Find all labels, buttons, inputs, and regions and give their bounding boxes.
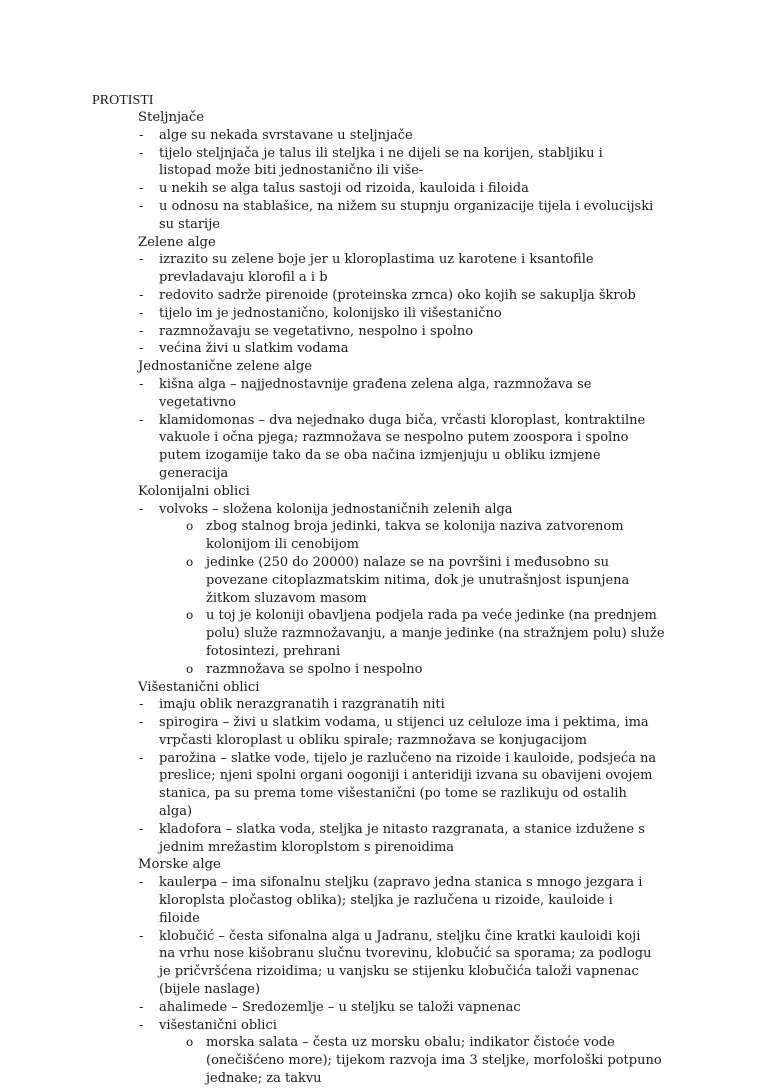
bullet-dash: - — [139, 501, 144, 517]
sub-list-item-text: jedinke (250 do 20000) nalaze se na površini i međusobno su povezane citoplazmatskim nitima, dok je unutrašnjost ispunjena žitkom sluzavom masom — [206, 554, 630, 606]
sub-list-item-text: razmnožava se spolno i nespolno — [206, 661, 423, 677]
list-item — [0, 251, 657, 287]
list-item — [0, 323, 657, 341]
list-item — [0, 412, 657, 483]
section-heading: Višestanični oblici — [138, 679, 260, 695]
document-title: PROTISTI — [92, 93, 154, 108]
list-item — [0, 127, 657, 145]
list-item — [0, 750, 657, 821]
list-item-text: u odnosu na stablašice, na nižem su stupnju organizacije tijela i evolucijski su starije — [159, 198, 654, 232]
list-item-text: klamidomonas – dva nejednako duga biča, vrčasti kloroplast, kontraktilne vakuole i očna pjega; razmnožava se nespolno putem zoospora i spolno putem izogamije tako da se oba načina izmjenjuju u obliku izmjene generacija — [159, 412, 646, 481]
sub-list-item — [0, 661, 672, 679]
sub-list-item-text: u toj je koloniji obavljena podjela rada pa veće jedinke (na prednjem polu) služe razmnožavanju, a manje jedinke (na stražnjem polu) služe fotosintezi, prehrani — [206, 608, 665, 659]
bullet-dash: - — [139, 376, 144, 392]
sub-list-item — [0, 518, 672, 554]
list-item-text: parožina – slatke vode, tijelo je razlučeno na rizoide i kauloide, podsjeća na preslice; njeni spolni organi oogoniji i anteridiji izvana su obavijeni ovojem stanica, pa su prema tome višestanični (po tome se razlikuju od ostalih alga) — [159, 750, 657, 820]
list-item-text: kišna alga – najjednostavnije građena zelena alga, razmnožava se vegetativno — [159, 376, 592, 410]
bullet-dash: - — [139, 198, 144, 214]
bullet-dash: - — [139, 145, 144, 161]
list-item-text: ahalimede – Sredozemlje – u steljku se taloži vapnenac — [159, 999, 521, 1015]
sub-bullet: o — [186, 661, 194, 676]
section-heading: Jednostanične zelene alge — [138, 359, 313, 375]
list-item-text: većina živi u slatkim vodama — [159, 341, 349, 357]
document-body — [0, 109, 768, 1088]
list-item — [0, 340, 657, 358]
bullet-dash: - — [139, 875, 144, 891]
list-item-text: kladofora – slatka voda, steljka je nitasto razgranata, a stanice izdužene s jednim mrežastim kloroplstom s pirenoidima — [159, 821, 645, 855]
list-item — [0, 821, 657, 857]
bullet-dash: - — [139, 928, 144, 944]
list-item-text: tijelo steljnjača je talus ili steljka i ne dijeli se na korijen, stabljiku i listopad može biti jednostanično ili više- — [159, 145, 603, 179]
section-heading: Kolonijalni oblici — [138, 483, 250, 499]
list-item-text: kaulerpa – ima sifonalnu steljku (zapravo jedna stanica s mnogo jezgara i kloroplsta pločastog oblika); steljka je razlučena u rizoide, kauloide i filoide — [159, 875, 643, 926]
section-heading: Steljnjače — [138, 110, 205, 125]
section-heading: Morske alge — [138, 857, 221, 873]
sub-list-item — [0, 607, 672, 660]
section-heading: Zelene alge — [138, 234, 216, 250]
sub-list-item-text: zbog stalnog broja jedinki, takva se kolonija naziva zatvorenom kolonijom ili cenobijom — [206, 519, 624, 553]
bullet-dash: - — [139, 341, 144, 357]
list-item — [0, 1017, 657, 1035]
bullet-dash: - — [139, 412, 144, 428]
list-item-text: tijelo im je jednostanično, kolonijsko ili višestanično — [159, 305, 502, 321]
list-item — [0, 928, 657, 999]
list-item — [0, 999, 657, 1017]
bullet-dash: - — [139, 999, 144, 1015]
list-item-text: alge su nekada svrstavane u steljnjače — [159, 127, 413, 143]
sub-bullet: o — [186, 519, 194, 534]
list-item — [0, 305, 657, 323]
bullet-dash: - — [139, 287, 144, 303]
bullet-dash: - — [139, 323, 144, 339]
list-item — [0, 714, 657, 750]
sub-bullet: o — [186, 554, 194, 569]
list-item — [0, 145, 657, 181]
sub-bullet: o — [186, 608, 194, 623]
bullet-dash: - — [139, 1017, 144, 1033]
bullet-dash: - — [139, 821, 144, 837]
bullet-dash: - — [139, 252, 144, 268]
bullet-dash: - — [139, 305, 144, 321]
list-item-text: redovito sadrže pirenoide (proteinska zrnca) oko kojih se sakuplja škrob — [159, 287, 636, 303]
sub-list-item — [0, 1034, 672, 1087]
list-item — [0, 874, 657, 927]
list-item-text: višestanični oblici — [159, 1017, 277, 1033]
sub-list-item-text: morska salata – česta uz morsku obalu; indikator čistoće vode (onečišćeno more); tijekom razvoja ima 3 steljke, morfološki potpuno jednake; za takvu — [206, 1035, 662, 1087]
bullet-dash: - — [139, 127, 144, 143]
list-item-text: razmnožavaju se vegetativno, nespolno i spolno — [159, 323, 474, 339]
list-item — [0, 198, 657, 234]
list-item-text: volvoks – složena kolonija jednostaničnih zelenih alga — [159, 501, 513, 517]
list-item-text: klobučić – česta sifonalna alga u Jadranu, steljku čine kratki kauloidi koji na vrhu nose kišobranu slučnu tvorevinu, klobučić sa sporama; za podlogu je pričvršćena rizoidima; u vanjsku se stijenku klobučića taloži vapnenac (bijele naslage) — [159, 928, 652, 998]
list-item — [0, 376, 657, 412]
bullet-dash: - — [139, 750, 144, 766]
bullet-dash: - — [139, 181, 144, 197]
bullet-dash: - — [139, 715, 144, 731]
sub-bullet: o — [186, 1035, 194, 1050]
list-item — [0, 287, 657, 305]
list-item — [0, 696, 657, 714]
list-item — [0, 501, 657, 519]
list-item-text: spirogira – živi u slatkim vodama, u stijenci uz celuloze ima i pektima, ima vrpčasti kloroplast u obliku spirale; razmnožava se konjugacijom — [159, 715, 649, 748]
list-item-text: u nekih se alga talus sastoji od rizoida, kauloida i filoida — [159, 181, 529, 197]
sub-list-item — [0, 554, 672, 607]
list-item-text: izrazito su zelene boje jer u kloroplastima uz karotene i ksantofile prevladavaju klorofil a i b — [159, 252, 594, 286]
bullet-dash: - — [139, 697, 144, 713]
list-item — [0, 180, 657, 198]
list-item-text: imaju oblik nerazgranatih i razgranatih niti — [159, 697, 445, 713]
